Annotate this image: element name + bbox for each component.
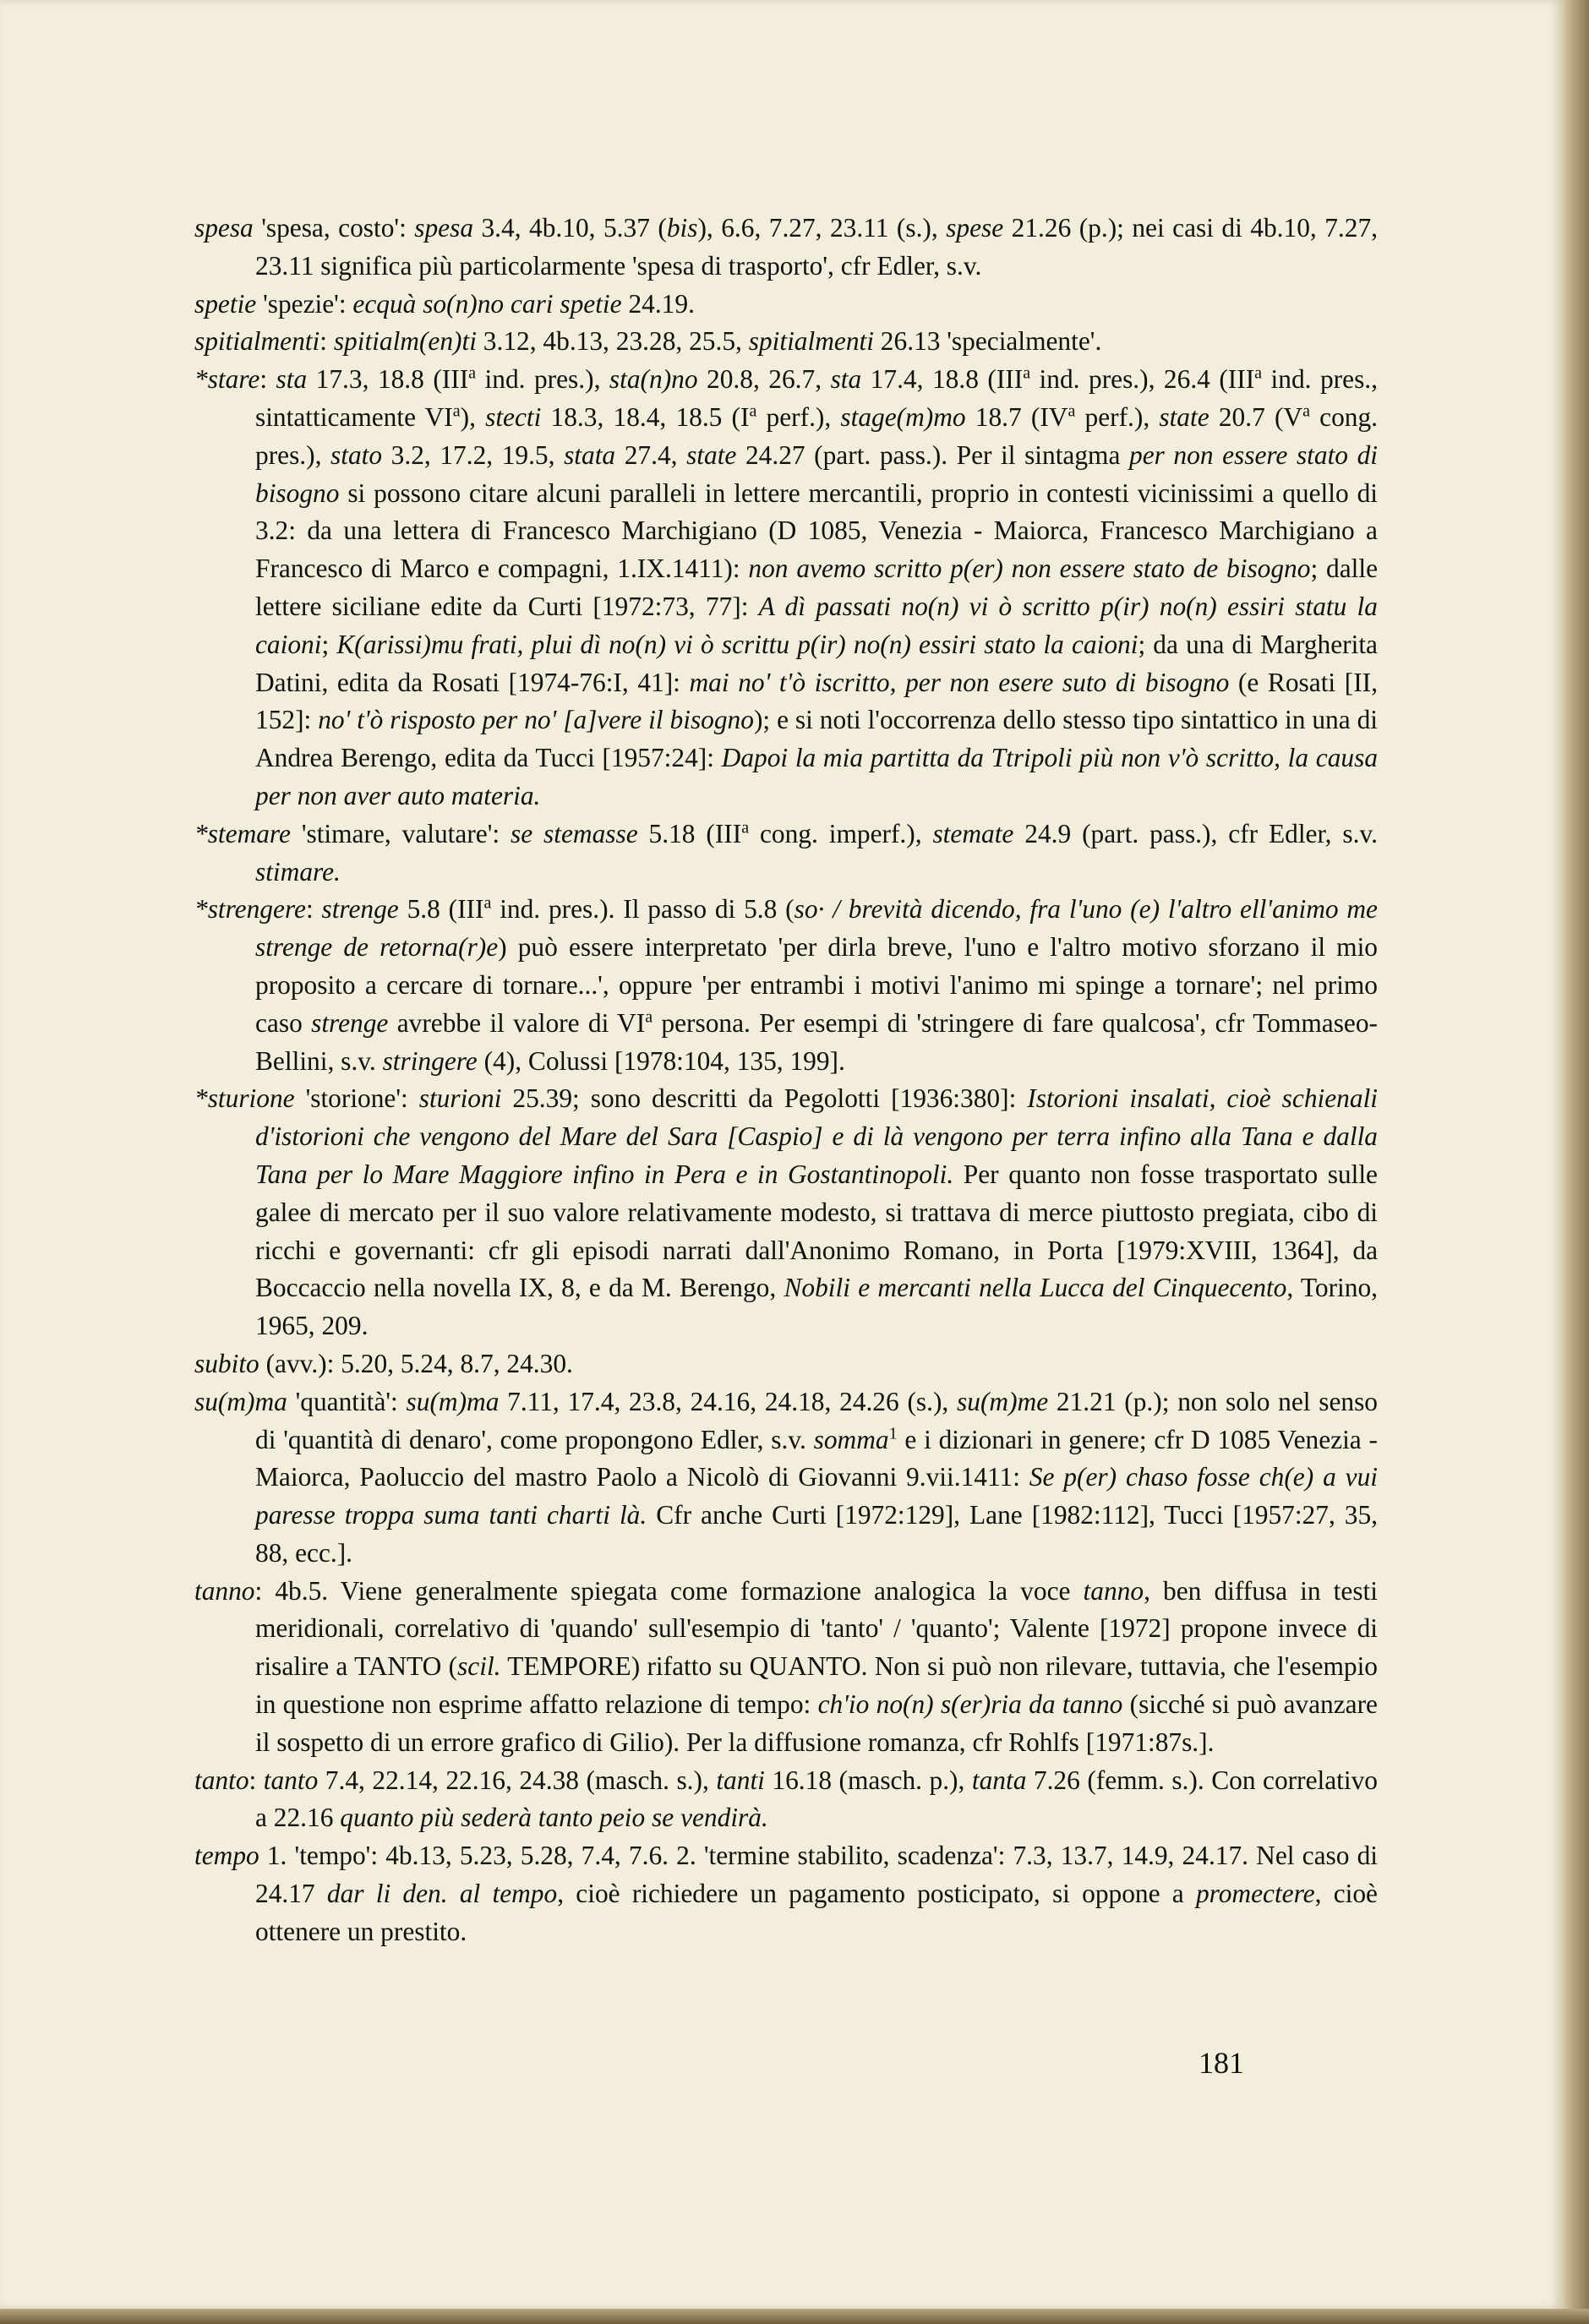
entry-text: 'quantità': <box>287 1386 407 1416</box>
italic-citation: somma <box>813 1424 889 1454</box>
entry-text: 17.3, 18.8 (III <box>307 364 469 395</box>
entry-headword: spesa <box>194 213 254 243</box>
italic-citation: non avemo scritto p(er) non essere stato de bisogno <box>748 554 1311 584</box>
glossary-entry <box>194 1383 1378 1573</box>
entry-text: 26.13 'specialmente'. <box>873 326 1102 357</box>
entry-text: e i dizionari in genere; cfr D 1085 Venezia - Maiorca, Paoluccio del mastro Paolo a Nicolò di Giovanni 9.vii.1411: <box>255 1424 1378 1492</box>
superscript: a <box>483 893 492 913</box>
italic-citation: promectere <box>1195 1879 1315 1909</box>
italic-citation: stringere <box>382 1045 478 1076</box>
italic-citation: ecquà so(n)no cari spetie <box>352 288 622 319</box>
glossary-entry <box>194 323 1378 361</box>
entry-text: 24.27 (part. pass.). Per il sintagma <box>736 439 1129 470</box>
italic-citation: spitialmenti <box>748 326 874 357</box>
entry-headword: *stemare <box>194 818 291 848</box>
italic-citation: stimare. <box>255 856 341 887</box>
entry-headword: tanno <box>194 1575 255 1606</box>
entry-text: ); e si noti l'occorrenza dello stesso tipo sintattico in una di Andrea Berengo, edita da Tucci [1957:24]: <box>255 705 1378 773</box>
italic-citation: tanto <box>263 1765 319 1795</box>
glossary-entry <box>194 210 1378 286</box>
entry-text: , Torino, 1965, 209. <box>255 1273 1379 1341</box>
entry-text: 16.18 (masch. p.), <box>764 1765 972 1795</box>
italic-citation: Dapoi la mia partitta da Ttripoli più non v'ò scritto, la causa per non aver auto materia. <box>255 743 1379 810</box>
entry-text: Per quanto non fosse trasportato sulle galee di mercato per il suo valore relativamente modesto, si trattava di merce piuttosto pregiata, cibo di ricchi e governanti: cfr gli episodi narrati dall'Anonimo Romano, in Porta [1979:XVIII, 1364], da Boccaccio nella novella IX, 8, e da M. Berengo, <box>255 1159 1378 1303</box>
entry-text: 7.4, 22.14, 22.16, 24.38 (masch. s.), <box>318 1765 717 1795</box>
glossary-entry <box>194 361 1378 816</box>
entry-text: 20.7 (V <box>1209 401 1303 432</box>
entry-text: 3.12, 4b.13, 23.28, 25.5, <box>476 326 749 357</box>
entry-text: 5.18 (III <box>637 818 742 848</box>
entry-headword: spetie <box>194 288 257 319</box>
italic-citation: dar li den. al tempo <box>326 1879 558 1909</box>
entry-text: 21.21 (p.); non solo nel senso di 'quantità di denaro', come propongono Edler, s.v. <box>255 1386 1379 1454</box>
entry-text: : <box>248 1765 264 1795</box>
page-number: 181 <box>1199 2046 1244 2080</box>
entry-headword: *strengere <box>194 894 306 925</box>
glossary-entry <box>194 1762 1378 1838</box>
entry-text: (e Rosati [II, 152]: <box>255 667 1378 735</box>
italic-citation: su(m)me <box>957 1386 1049 1416</box>
entry-text: perf.), <box>756 401 841 432</box>
entry-text: persona. Per esempi di 'stringere di fare qualcosa', cfr Tommaseo-Bellini, s.v. <box>255 1007 1379 1076</box>
page-bottom-edge <box>0 2309 1589 2324</box>
entry-text: 5.8 (III <box>398 894 484 925</box>
italic-citation: K(arissi)mu frati, plui dì no(n) vi ò scrittu p(ir) no(n) essiri stato la caioni <box>336 629 1139 659</box>
entry-text: 7.11, 17.4, 23.8, 24.16, 24.18, 24.26 (s.), <box>499 1386 958 1416</box>
italic-citation: spitialm(en)ti <box>333 326 477 357</box>
italic-citation: spesa <box>414 213 474 243</box>
italic-citation: ch'io no(n) s(er)ria da tanno <box>817 1689 1123 1720</box>
entry-text: , cioè ottenere un prestito. <box>255 1879 1378 1946</box>
entry-text: 20.8, 26.7, <box>697 364 831 395</box>
italic-citation: spese <box>946 213 1004 243</box>
italic-citation: strenge <box>311 1007 389 1038</box>
italic-citation: stage(m)mo <box>840 401 966 432</box>
italic-citation: su(m)ma <box>406 1386 500 1416</box>
entry-text: ) può essere interpretato 'per dirla breve, l'uno e l'altro motivo sforzano il mio proposito a cercare di tornare...', oppure 'per entrambi i motivi l'animo mi spinge a tornare'; nel primo caso <box>255 932 1378 1038</box>
italic-citation: se stemasse <box>510 818 638 848</box>
entry-text: 3.2, 17.2, 19.5, <box>382 439 565 470</box>
entry-text: perf.), <box>1075 401 1160 432</box>
entry-text: ind. pres.). Il passo di 5.8 ( <box>491 894 794 925</box>
italic-citation: strenge <box>321 894 399 925</box>
italic-citation: Se p(er) chaso fosse ch(e) a vui paresse troppa suma tanti charti là. <box>255 1462 1378 1530</box>
entry-text: 'stimare, valutare': <box>290 818 511 848</box>
italic-citation: A dì passati no(n) vi ò scritto p(ir) no(n) essiri statu la caioni <box>255 591 1378 659</box>
entry-text: 1. 'tempo': 4b.13, 5.23, 5.28, 7.4, 7.6. 2. 'termine stabilito, scadenza': 7.3, 13.7, 14.9, 24.17. Nel caso di 24.17 <box>255 1841 1378 1909</box>
italic-citation: state <box>686 439 737 470</box>
entry-text: , cioè richiedere un pagamento posticipato, si oppone a <box>557 1879 1196 1909</box>
italic-citation: sta <box>276 364 308 395</box>
entry-text: 7.26 (femm. s.). Con correlativo a 22.16 <box>255 1765 1378 1833</box>
entry-text: (sicché si può avanzare il sospetto di un errore grafico di Gilio). Per la diffusione romanza, cfr Rohlfs [1971:87s.]. <box>255 1689 1378 1757</box>
entry-text: 17.4, 18.8 (III <box>861 364 1024 395</box>
entry-text: si possono citare alcuni paralleli in lettere mercantili, proprio in contesti vicinissimi a quello di 3.2: da una lettera di Francesco Marchigiano (D 1085, Venezia - Maiorca, Francesco Marchigiano a Francesco di Marco e compagni, 1.IX.1411): <box>255 477 1378 584</box>
italic-citation: stecti <box>485 401 542 432</box>
superscript: a <box>468 363 477 383</box>
entry-text: (avv.): 5.20, 5.24, 8.7, 24.30. <box>259 1348 573 1378</box>
entry-headword: tanto <box>194 1765 249 1795</box>
italic-citation: bis <box>666 213 698 243</box>
entry-text: 'storione': <box>294 1083 419 1114</box>
glossary-entry <box>194 286 1378 324</box>
italic-citation: mai no' t'ò iscritto, per non esere suto di bisogno <box>689 667 1230 697</box>
superscript: 1 <box>888 1424 898 1443</box>
entry-text: ), 6.6, 7.27, 23.11 (s.), <box>697 213 947 243</box>
italic-citation: so· / brevità dicendo, fra l'uno (e) l'altro ell'animo me strenge de retorna(r)e <box>255 894 1378 963</box>
superscript: a <box>1023 363 1031 383</box>
entry-text: ind. pres.), 26.4 (III <box>1030 364 1255 395</box>
italic-citation: stata <box>564 439 616 470</box>
italic-citation: tanta <box>971 1765 1027 1795</box>
page-edge <box>1562 0 1589 2324</box>
entry-headword: *sturione <box>194 1083 295 1114</box>
superscript: a <box>645 1007 653 1027</box>
glossary-entry <box>194 891 1378 1080</box>
glossary-entry <box>194 1080 1378 1345</box>
entry-text: ind. pres., sintatticamente VI <box>255 364 1378 432</box>
entry-text: cong. imperf.), <box>749 818 933 848</box>
entry-headword: *stare <box>194 364 260 395</box>
entry-text: 27.4, <box>615 439 687 470</box>
entry-text: 24.9 (part. pass.), cfr Edler, s.v. <box>1013 818 1378 848</box>
entry-text: 'spezie': <box>256 288 353 319</box>
italic-citation: per non essere stato di bisogno <box>255 439 1378 508</box>
entry-text: (4), Colussi [1978:104, 135, 199]. <box>477 1045 845 1076</box>
entry-headword: spitialmenti <box>194 326 320 357</box>
entry-text: 21.26 (p.); nei casi di 4b.10, 7.27, 23.11 significa più particolarmente 'spesa di trasporto', cfr Edler, s.v. <box>255 213 1378 281</box>
entry-text: TEMPORE) rifatto su QUANTO. Non si può non rilevare, tuttavia, che l'esempio in questione non esprime affatto relazione di tempo: <box>255 1651 1378 1720</box>
glossary-entry <box>194 816 1378 892</box>
italic-citation: tanno <box>1083 1575 1144 1606</box>
entry-text: : <box>305 894 322 925</box>
italic-citation: stato <box>330 439 383 470</box>
glossary-text <box>194 210 1378 1951</box>
entry-text: ), <box>460 401 486 432</box>
entry-text: 18.3, 18.4, 18.5 (I <box>541 401 750 432</box>
entry-text: 25.39; sono descritti da Pegolotti [1936:380]: <box>501 1083 1028 1114</box>
entry-text: ind. pres.), <box>476 364 609 395</box>
italic-citation: no' t'ò risposto per no' [a]vere il bisogno <box>318 705 754 735</box>
entry-text: 24.19. <box>621 288 695 319</box>
entry-headword: tempo <box>194 1841 259 1871</box>
superscript: a <box>452 401 461 421</box>
italic-citation: sta(n)no <box>609 364 698 395</box>
italic-citation: state <box>1159 401 1209 432</box>
entry-text: : 4b.5. Viene generalmente spiegata come formazione analogica la voce <box>254 1575 1084 1606</box>
italic-citation: sturioni <box>418 1083 502 1114</box>
entry-text: ; <box>321 629 337 659</box>
italic-citation: tanti <box>716 1765 765 1795</box>
superscript: a <box>1068 401 1076 421</box>
italic-citation: quanto più sederà tanto peio se vendirà. <box>340 1803 768 1833</box>
entry-text: avrebbe il valore di VI <box>388 1007 646 1038</box>
entry-text: , ben diffusa in testi meridionali, correlativo di 'quando' sull'esempio di 'tanto' / 'quanto'; Valente [1972] propone invece di risalire a TANTO ( <box>255 1575 1378 1682</box>
entry-text: cong. pres.), <box>255 401 1379 470</box>
glossary-entry <box>194 1345 1378 1383</box>
italic-citation: scil. <box>457 1651 501 1682</box>
entry-text: 18.7 (IV <box>965 401 1068 432</box>
italic-citation: stemate <box>932 818 1014 848</box>
entry-text: 'spesa, costo': <box>253 213 415 243</box>
superscript: a <box>749 401 757 421</box>
italic-citation: Nobili e mercanti nella Lucca del Cinquecento <box>784 1273 1287 1303</box>
entry-headword: subito <box>194 1348 259 1378</box>
entry-text: Cfr anche Curti [1972:129], Lane [1982:112], Tucci [1957:27, 35, 88, ecc.]. <box>255 1500 1379 1568</box>
glossary-entry <box>194 1837 1378 1950</box>
superscript: a <box>741 818 750 837</box>
glossary-entry <box>194 1573 1378 1762</box>
superscript: a <box>1254 363 1263 383</box>
entry-text: ; dalle lettere siciliane edite da Curti [1972:73, 77]: <box>255 554 1379 621</box>
italic-citation: sta <box>830 364 862 395</box>
entry-text: : <box>259 364 276 395</box>
italic-citation: Istorioni insalati, cioè schienali d'istorioni che vengono del Mare del Sara [Caspio] e di là vengono per terra infino alla Tana e dalla Tana per lo Mare Maggiore infino in Pera e in Gostantinopoli. <box>255 1083 1379 1189</box>
entry-text: : <box>319 326 334 357</box>
entry-text: 3.4, 4b.10, 5.37 ( <box>473 213 667 243</box>
entry-headword: su(m)ma <box>194 1386 287 1416</box>
entry-text: ; da una di Margherita Datini, edita da Rosati [1974-76:I, 41]: <box>255 629 1378 697</box>
superscript: a <box>1302 401 1310 421</box>
